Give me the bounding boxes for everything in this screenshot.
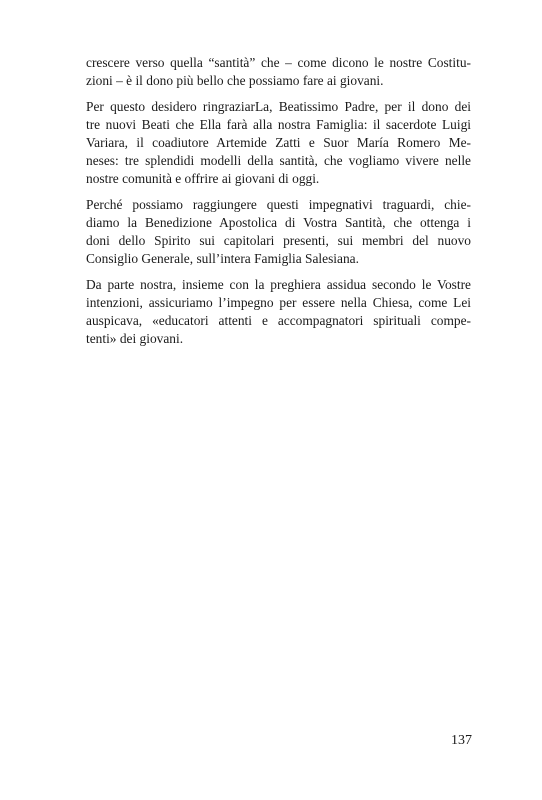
paragraph-2 — [86, 98, 471, 188]
text-line: auspicava, «educatori attenti e accompagnatori spirituali compe- — [86, 313, 471, 328]
text-line: intenzioni, assicuriamo l’impegno per essere nella Chiesa, come Lei — [86, 295, 471, 310]
paragraph-4 — [86, 276, 471, 348]
text-line: neses: tre splendidi modelli della santità, che vogliamo vivere nelle — [86, 153, 471, 168]
text-line: diamo la Benedizione Apostolica di Vostra Santità, che ottenga i — [86, 215, 471, 230]
text-line: doni dello Spirito sui capitolari presenti, sui membri del nuovo — [86, 233, 471, 248]
text-line: Da parte nostra, insieme con la preghiera assidua secondo le Vostre — [86, 277, 471, 292]
text-line: nostre comunità e offrire ai giovani di oggi. — [86, 171, 320, 186]
text-line: tre nuovi Beati che Ella farà alla nostra Famiglia: il sacerdote Luigi — [86, 117, 471, 132]
text-line: Per questo desidero ringraziarLa, Beatissimo Padre, per il dono dei — [86, 99, 471, 114]
paragraph-3 — [86, 196, 471, 268]
text-line: zioni – è il dono più bello che possiamo fare ai giovani. — [86, 73, 384, 88]
text-line: tenti» dei giovani. — [86, 331, 184, 346]
text-line: Consiglio Generale, sull’intera Famiglia Salesiana. — [86, 251, 359, 266]
page-number: 137 — [451, 733, 472, 748]
body-text — [86, 54, 471, 356]
text-line: Perché possiamo raggiungere questi impegnativi traguardi, chie- — [86, 197, 471, 212]
paragraph-1 — [86, 54, 471, 90]
text-line: crescere verso quella “santità” che – come dicono le nostre Costitu- — [86, 55, 471, 70]
text-line: Variara, il coadiutore Artemide Zatti e Suor María Romero Me- — [86, 135, 471, 150]
